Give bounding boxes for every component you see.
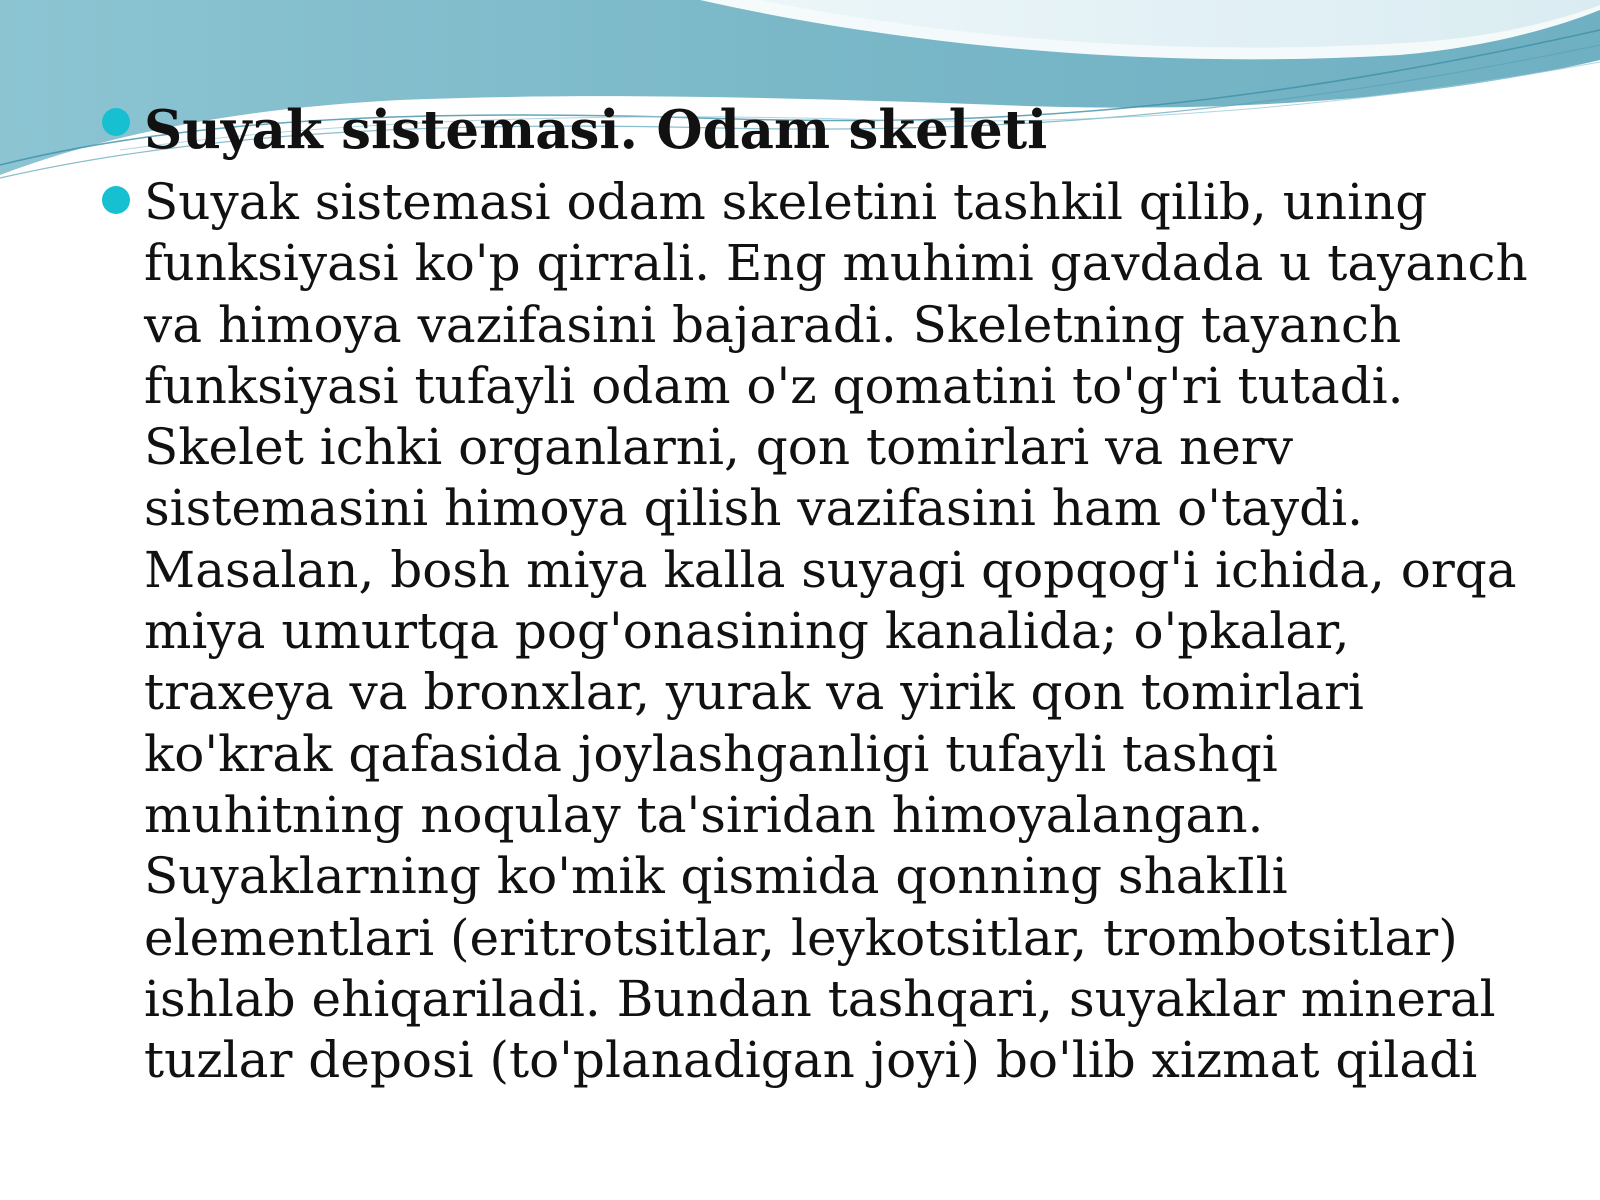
body-line: tuzlar deposi (to'planadigan joyi) bo'lib xizmat qiladi [144,1031,1478,1090]
body-line: muhitning noqulay ta'siridan himoyalangan. [144,785,1264,844]
body-paragraph [144,172,1564,1091]
body-line: Masalan, bosh miya kalla suyagi qopqog'i ichida, orqa [144,540,1517,599]
body-line: ko'krak qafasida joylashganligi tufayli tashqi [144,724,1278,783]
body-line: funksiyasi ko'p qirrali. Eng muhimi gavdada u tayanch [144,234,1528,293]
title-bullet-icon [102,108,130,136]
body-line: ishlab ehiqariladi. Bundan tashqari, suyaklar mineral [144,969,1496,1028]
body-line: va himoya vazifasini bajaradi. Skeletning tayanch [144,295,1402,354]
body-line: funksiyasi tufayli odam o'z qomatini to'g'ri tutadi. [144,356,1404,415]
body-line: Suyaklarning ko'mik qismida qonning shakIli [144,847,1288,906]
body-bullet-icon [102,186,130,214]
body-line: traxeya va bronxlar, yurak va yirik qon tomirlari [144,663,1364,722]
body-line: sistemasini himoya qilish vazifasini ham o'taydi. [144,479,1363,538]
body-line: elementlari (eritrotsitlar, leykotsitlar, trombotsitlar) [144,908,1458,967]
body-line: Suyak sistemasi odam skeletini tashkil qilib, uning [144,173,1428,231]
slide-title: Suyak sistemasi. Odam skeleti [144,99,1048,161]
body-line: Skelet ichki organlarni, qon tomirlari va nerv [144,418,1293,477]
body-line: miya umurtqa pog'onasining kanalida; o'pkalar, [144,602,1350,661]
